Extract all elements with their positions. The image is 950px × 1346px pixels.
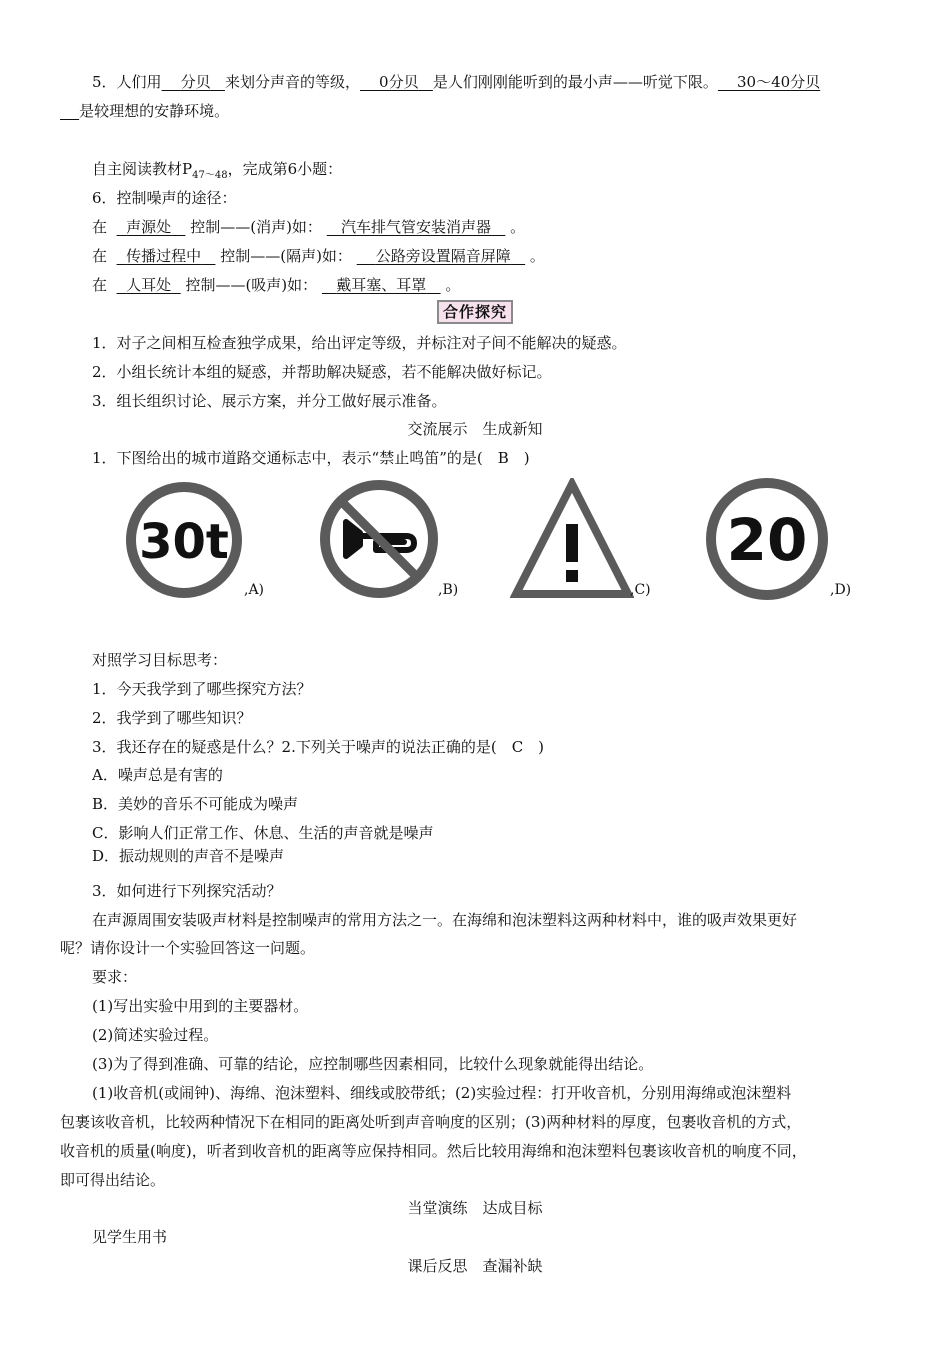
reflect-item: 1．今天我学到了哪些探究方法？ xyxy=(92,680,312,698)
mc1-question: 1．下图给出的城市道路交通标志中，表示“禁止鸣笛”的是( B ) xyxy=(92,449,530,467)
mc2-option: C．影响人们正常工作、休息、生活的声音就是噪声 xyxy=(92,824,434,842)
reflect-item: 2．我学到了哪些知识？ xyxy=(92,709,252,727)
reading-page-range: 47～48 xyxy=(192,170,228,181)
q5-blank1 xyxy=(162,73,225,91)
q6-row-end: 。 xyxy=(529,247,545,265)
reading-prefix: 自主阅读教材 xyxy=(92,160,183,178)
sign-a-text: 30t xyxy=(139,514,229,570)
q6-title: 6．控制噪声的途径： xyxy=(92,189,237,207)
sign-no-horn-icon xyxy=(318,478,440,600)
sign-label-d: ,D) xyxy=(830,582,852,598)
mc2-option: B．美妙的音乐不可能成为噪声 xyxy=(92,795,299,813)
q6-row-source xyxy=(92,217,525,237)
q5-blank3-text: 30～40分贝 xyxy=(737,73,821,91)
q6-row-example xyxy=(327,218,506,236)
q6-row-ear xyxy=(92,275,460,295)
q6-row-mid: 控制——(吸声)如： xyxy=(185,276,318,294)
q3-req: (1)写出实验中用到的主要器材。 xyxy=(92,997,309,1015)
cooperate-item: 3．组长组织讨论、展示方案，并分工做好展示准备。 xyxy=(92,392,447,410)
section-badge-row xyxy=(0,300,950,324)
q6-row-mid: 控制——(隔声)如： xyxy=(220,247,352,265)
q5-line1 xyxy=(92,72,820,92)
mc2-option: D．振动规则的声音不是噪声 xyxy=(92,847,285,865)
sign-label-c: ,C) xyxy=(630,582,651,598)
q6-row-pre: 在 xyxy=(92,276,108,294)
q6-row-mid: 控制——(消声)如： xyxy=(190,218,322,236)
q3-para-line: 呢？请你设计一个实验回答这一问题。 xyxy=(60,939,316,957)
q5-blank3 xyxy=(718,73,820,91)
sign-label-b: ,B) xyxy=(438,582,459,598)
q6-row-place-text: 声源处 xyxy=(126,218,172,236)
heading-exchange: 交流展示 生成新知 xyxy=(407,420,543,438)
heading-practice: 当堂演练 达成目标 xyxy=(407,1199,543,1217)
q3-title: 3．如何进行下列探究活动？ xyxy=(92,882,282,900)
q5-line2 xyxy=(60,101,229,121)
section-badge: 合作探究 xyxy=(437,300,513,324)
q3-answer-line: 即可得出结论。 xyxy=(60,1171,166,1189)
q5-mid1: 来划分声音的等级， xyxy=(224,73,360,91)
sign-weight-limit-icon xyxy=(124,480,244,600)
q6-row-path xyxy=(92,246,545,266)
q6-row-place-text: 传播过程中 xyxy=(126,247,202,265)
q5-mid2: 是人们刚刚能听到的最小声——听觉下限。 xyxy=(432,73,718,91)
heading-after: 课后反思 查漏补缺 xyxy=(407,1257,543,1275)
q6-row-example-text: 戴耳塞、耳罩 xyxy=(336,276,427,294)
q6-row-example-text: 汽车排气管安装消声器 xyxy=(341,218,492,236)
q6-row-example xyxy=(322,276,441,294)
cooperate-item: 1．对子之间相互检查独学成果，给出评定等级，并标注对子间不能解决的疑惑。 xyxy=(92,334,627,352)
q3-req: (2)简述实验过程。 xyxy=(92,1026,219,1044)
q6-row-end: 。 xyxy=(510,218,526,236)
q6-row-example xyxy=(357,247,525,265)
q6-row-place xyxy=(117,218,186,236)
reflect-title: 对照学习目标思考： xyxy=(92,651,228,669)
q3-answer-line: 包裹该收音机，比较两种情况下在相同的距离处听到声音响度的区别；(3)两种材料的厚度，包裹收音机的方式， xyxy=(60,1113,802,1131)
mc2-option: A．噪声总是有害的 xyxy=(92,766,223,784)
q5-line2-text: 是较理想的安静环境。 xyxy=(79,102,230,120)
q3-req-title: 要求： xyxy=(92,968,138,986)
q6-row-example-text: 公路旁设置隔音屏障 xyxy=(375,247,511,265)
exclamation-icon xyxy=(566,524,578,562)
q5-prefix: 5．人们用 xyxy=(92,73,162,91)
q5-line2-blank xyxy=(60,102,79,120)
q6-row-place-text: 人耳处 xyxy=(126,276,172,294)
see-book-note: 见学生用书 xyxy=(92,1228,168,1246)
q5-blank1-text: 分贝 xyxy=(180,73,211,91)
sign-label-a: ,A) xyxy=(244,582,265,598)
q6-row-pre: 在 xyxy=(92,247,108,265)
reading-page-label: P xyxy=(182,160,193,178)
reading-suffix: ，完成第6小题： xyxy=(227,160,343,178)
q6-row-place xyxy=(117,247,216,265)
q5-blank2-text: 0分贝 xyxy=(379,73,419,91)
q5-blank2 xyxy=(360,73,433,91)
sign-speed-limit-icon xyxy=(704,476,830,602)
reflect-item: 3．我还存在的疑惑是什么？2.下列关于噪声的说法正确的是( C ) xyxy=(92,738,545,756)
cooperate-item: 2．小组长统计本组的疑惑，并帮助解决疑惑，若不能解决做好标记。 xyxy=(92,363,552,381)
sign-warning-icon xyxy=(510,478,634,600)
q3-req: (3)为了得到准确、可靠的结论，应控制哪些因素相同，比较什么现象就能得出结论。 xyxy=(92,1055,654,1073)
q6-row-end: 。 xyxy=(445,276,461,294)
q3-answer-line: (1)收音机(或闹钟)、海绵、泡沫塑料、细线或胶带纸；(2)实验过程：打开收音机，分别用海绵或泡沫塑料 xyxy=(92,1084,792,1102)
q6-row-pre: 在 xyxy=(92,218,108,236)
sign-d-text: 20 xyxy=(726,506,808,574)
q6-row-place xyxy=(117,276,181,294)
q3-para-line: 在声源周围安装吸声材料是控制噪声的常用方法之一。在海绵和泡沫塑料这两种材料中，谁的吸声效果更好 xyxy=(92,911,798,929)
reading-instruction xyxy=(92,159,342,186)
q3-answer-line: 收音机的质量(响度)，听者到收音机的距离等应保持相同。然后比较用海绵和泡沫塑料包裹该收音机的响度不同， xyxy=(60,1142,807,1160)
